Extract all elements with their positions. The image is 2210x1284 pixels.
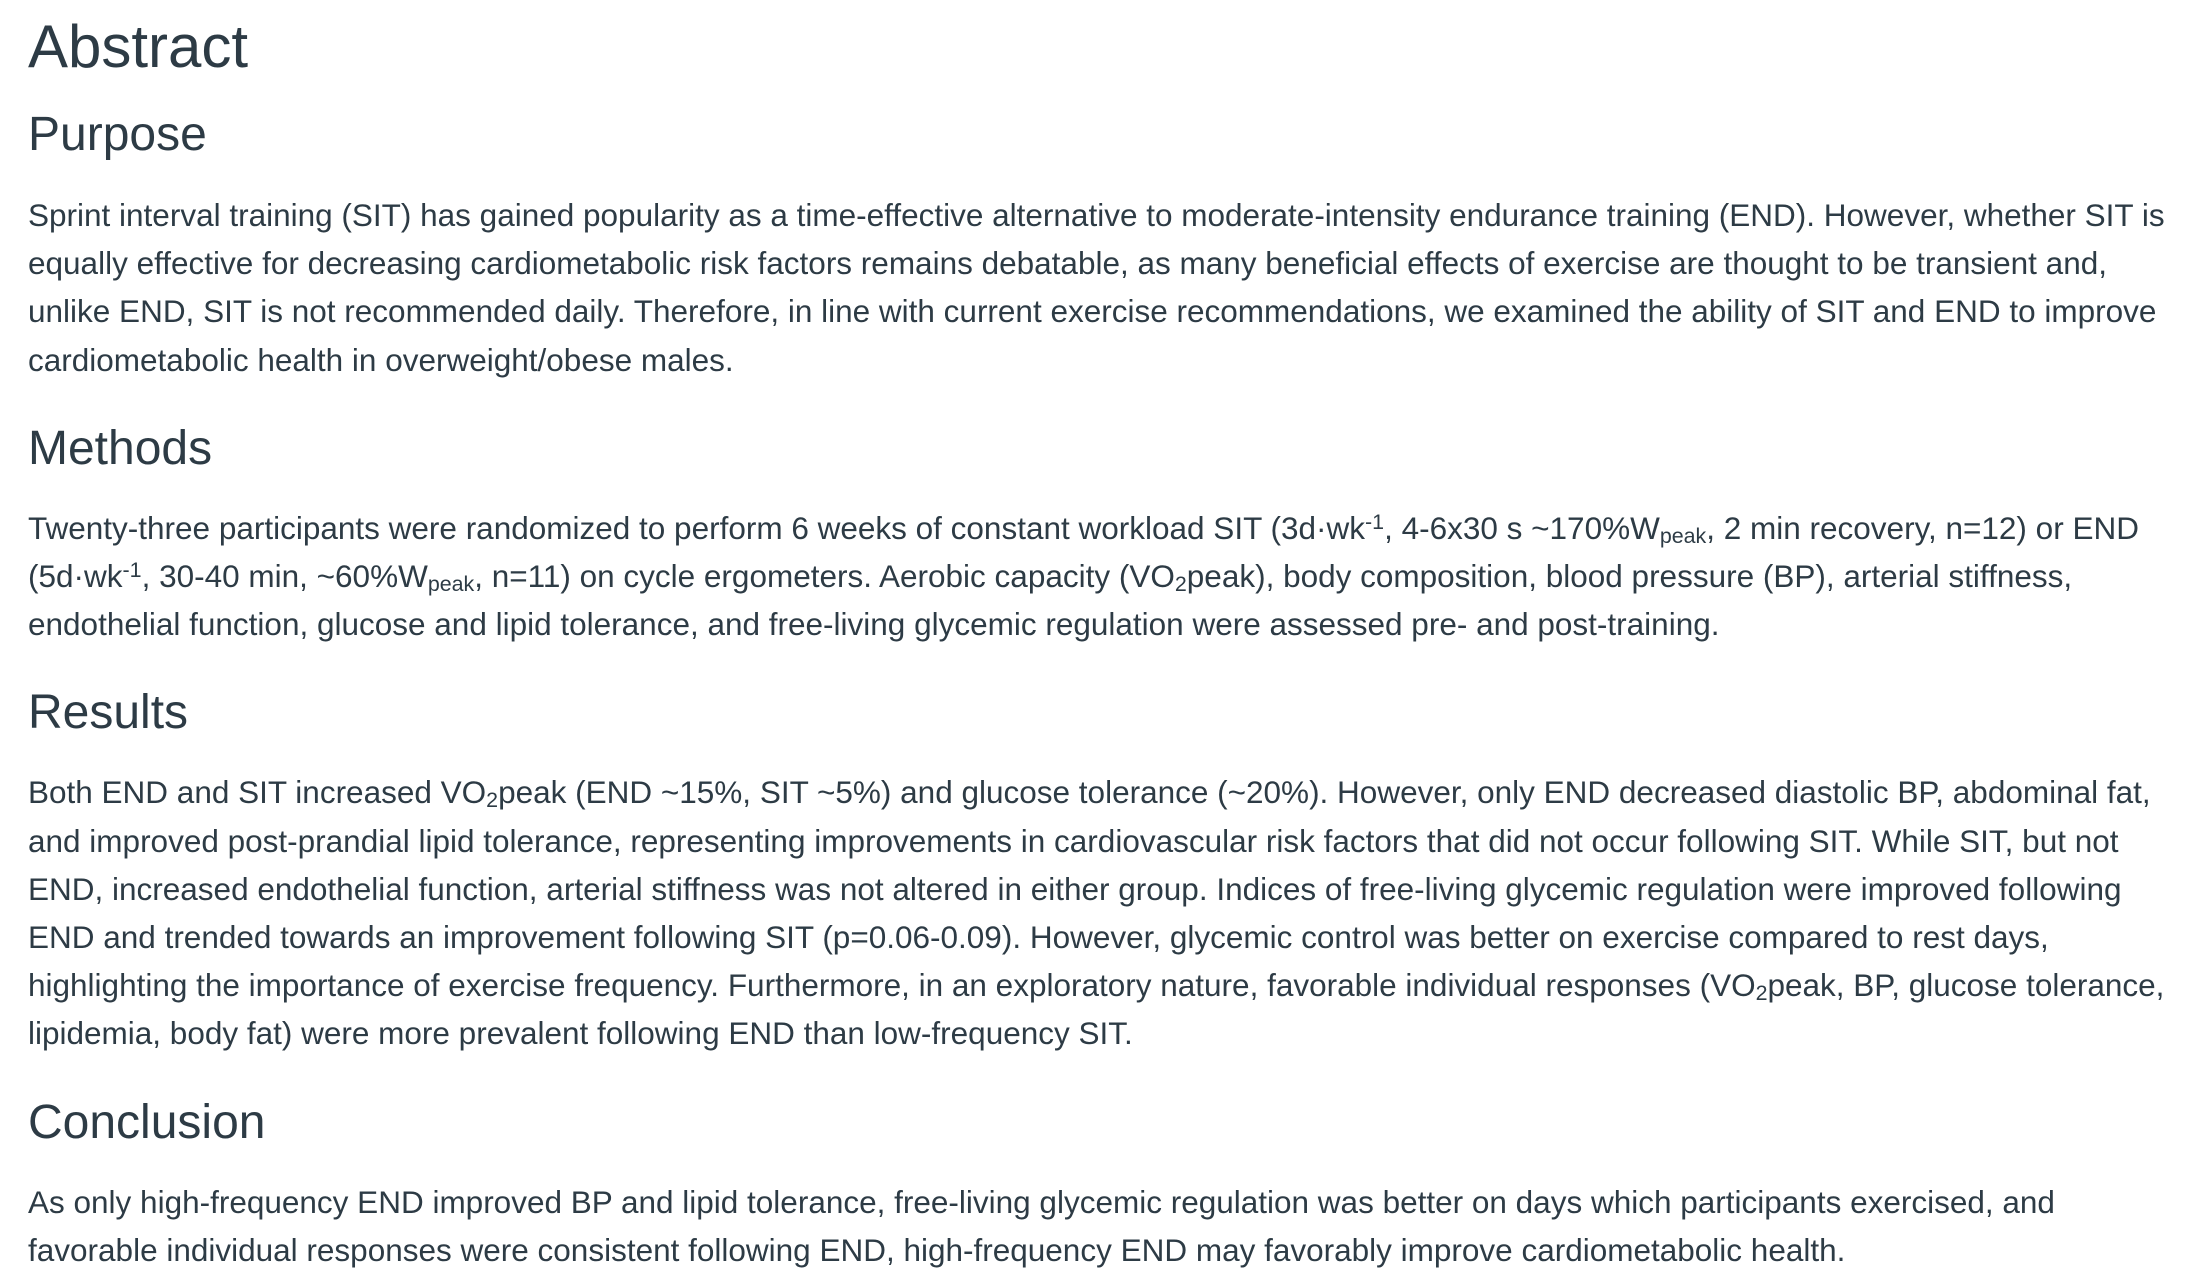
methods-subscript: peak — [1659, 523, 1707, 548]
results-subscript: 2 — [486, 788, 499, 813]
methods-text-part: Twenty-three participants were randomized to perform 6 weeks of constant workload SIT (3d·wk — [28, 509, 1366, 546]
methods-subscript: peak — [427, 571, 475, 596]
results-text-part: Both END and SIT increased VO — [28, 774, 487, 811]
methods-superscript: -1 — [122, 557, 142, 582]
methods-superscript: -1 — [1365, 509, 1385, 534]
conclusion-heading: Conclusion — [28, 1095, 266, 1149]
methods-subscript: 2 — [1174, 571, 1187, 596]
results-text — [28, 768, 2182, 1057]
methods-text-part: peak), body composition, blood pressure (BP), arterial stiffness, endothelial function, glucose and lipid tolerance, and free-living glycemic regulation were assessed pre- and post-training. — [28, 558, 2073, 643]
results-subscript: 2 — [1755, 981, 1768, 1006]
methods-text-part: , n=11) on cycle ergometers. Aerobic capacity (VO — [474, 558, 1175, 595]
page-title: Abstract — [28, 13, 249, 80]
methods-text — [28, 504, 2182, 649]
purpose-text: Sprint interval training (SIT) has gained popularity as a time-effective alternative to moderate-intensity endurance training (END). However, whether SIT is equally effective for decreasing cardiometabolic risk factors remains debatable, as many beneficial effects of exercise are thought to be transient and, unlike END, SIT is not recommended daily. Therefore, in line with current exercise recommendations, we examined the ability of SIT and END to improve cardiometabolic health in overweight/obese males. — [28, 197, 2165, 378]
methods-text-part: , 2 min recovery, n=12) or END (5d·wk — [28, 509, 2139, 595]
conclusion-text: As only high-frequency END improved BP and lipid tolerance, free-living glycemic regulation was better on days which participants exercised, and favorable individual responses were consistent following END, high-frequency END may favorably improve cardiometabolic health. — [28, 1183, 2055, 1268]
methods-text-part: , 30-40 min, ~60%W — [141, 558, 428, 595]
purpose-heading: Purpose — [28, 108, 207, 161]
results-heading: Results — [28, 686, 189, 740]
results-text-part: peak (END ~15%, SIT ~5%) and glucose tolerance (~20%). However, only END decreased diastolic BP, abdominal fat, and improved post-prandial lipid tolerance, representing improvements in cardiovascular risk factors that did not occur following SIT. While SIT, but not END, increased endothelial function, arterial stiffness was not altered in either group. Indices of free-living glycemic regulation were improved following END and trended towards an improvement following SIT (p=0.06-0.09). However, glycemic control was better on exercise compared to rest days, highlighting the importance of exercise frequency. Furthermore, in an exploratory nature, favorable individual responses (VO — [28, 774, 2151, 1004]
methods-text-part: , 4-6x30 s ~170%W — [1384, 509, 1660, 546]
methods-heading: Methods — [28, 421, 213, 475]
results-text-part: peak, BP, glucose tolerance, lipidemia, body fat) were more prevalent following END than low-frequency SIT. — [28, 967, 2165, 1052]
